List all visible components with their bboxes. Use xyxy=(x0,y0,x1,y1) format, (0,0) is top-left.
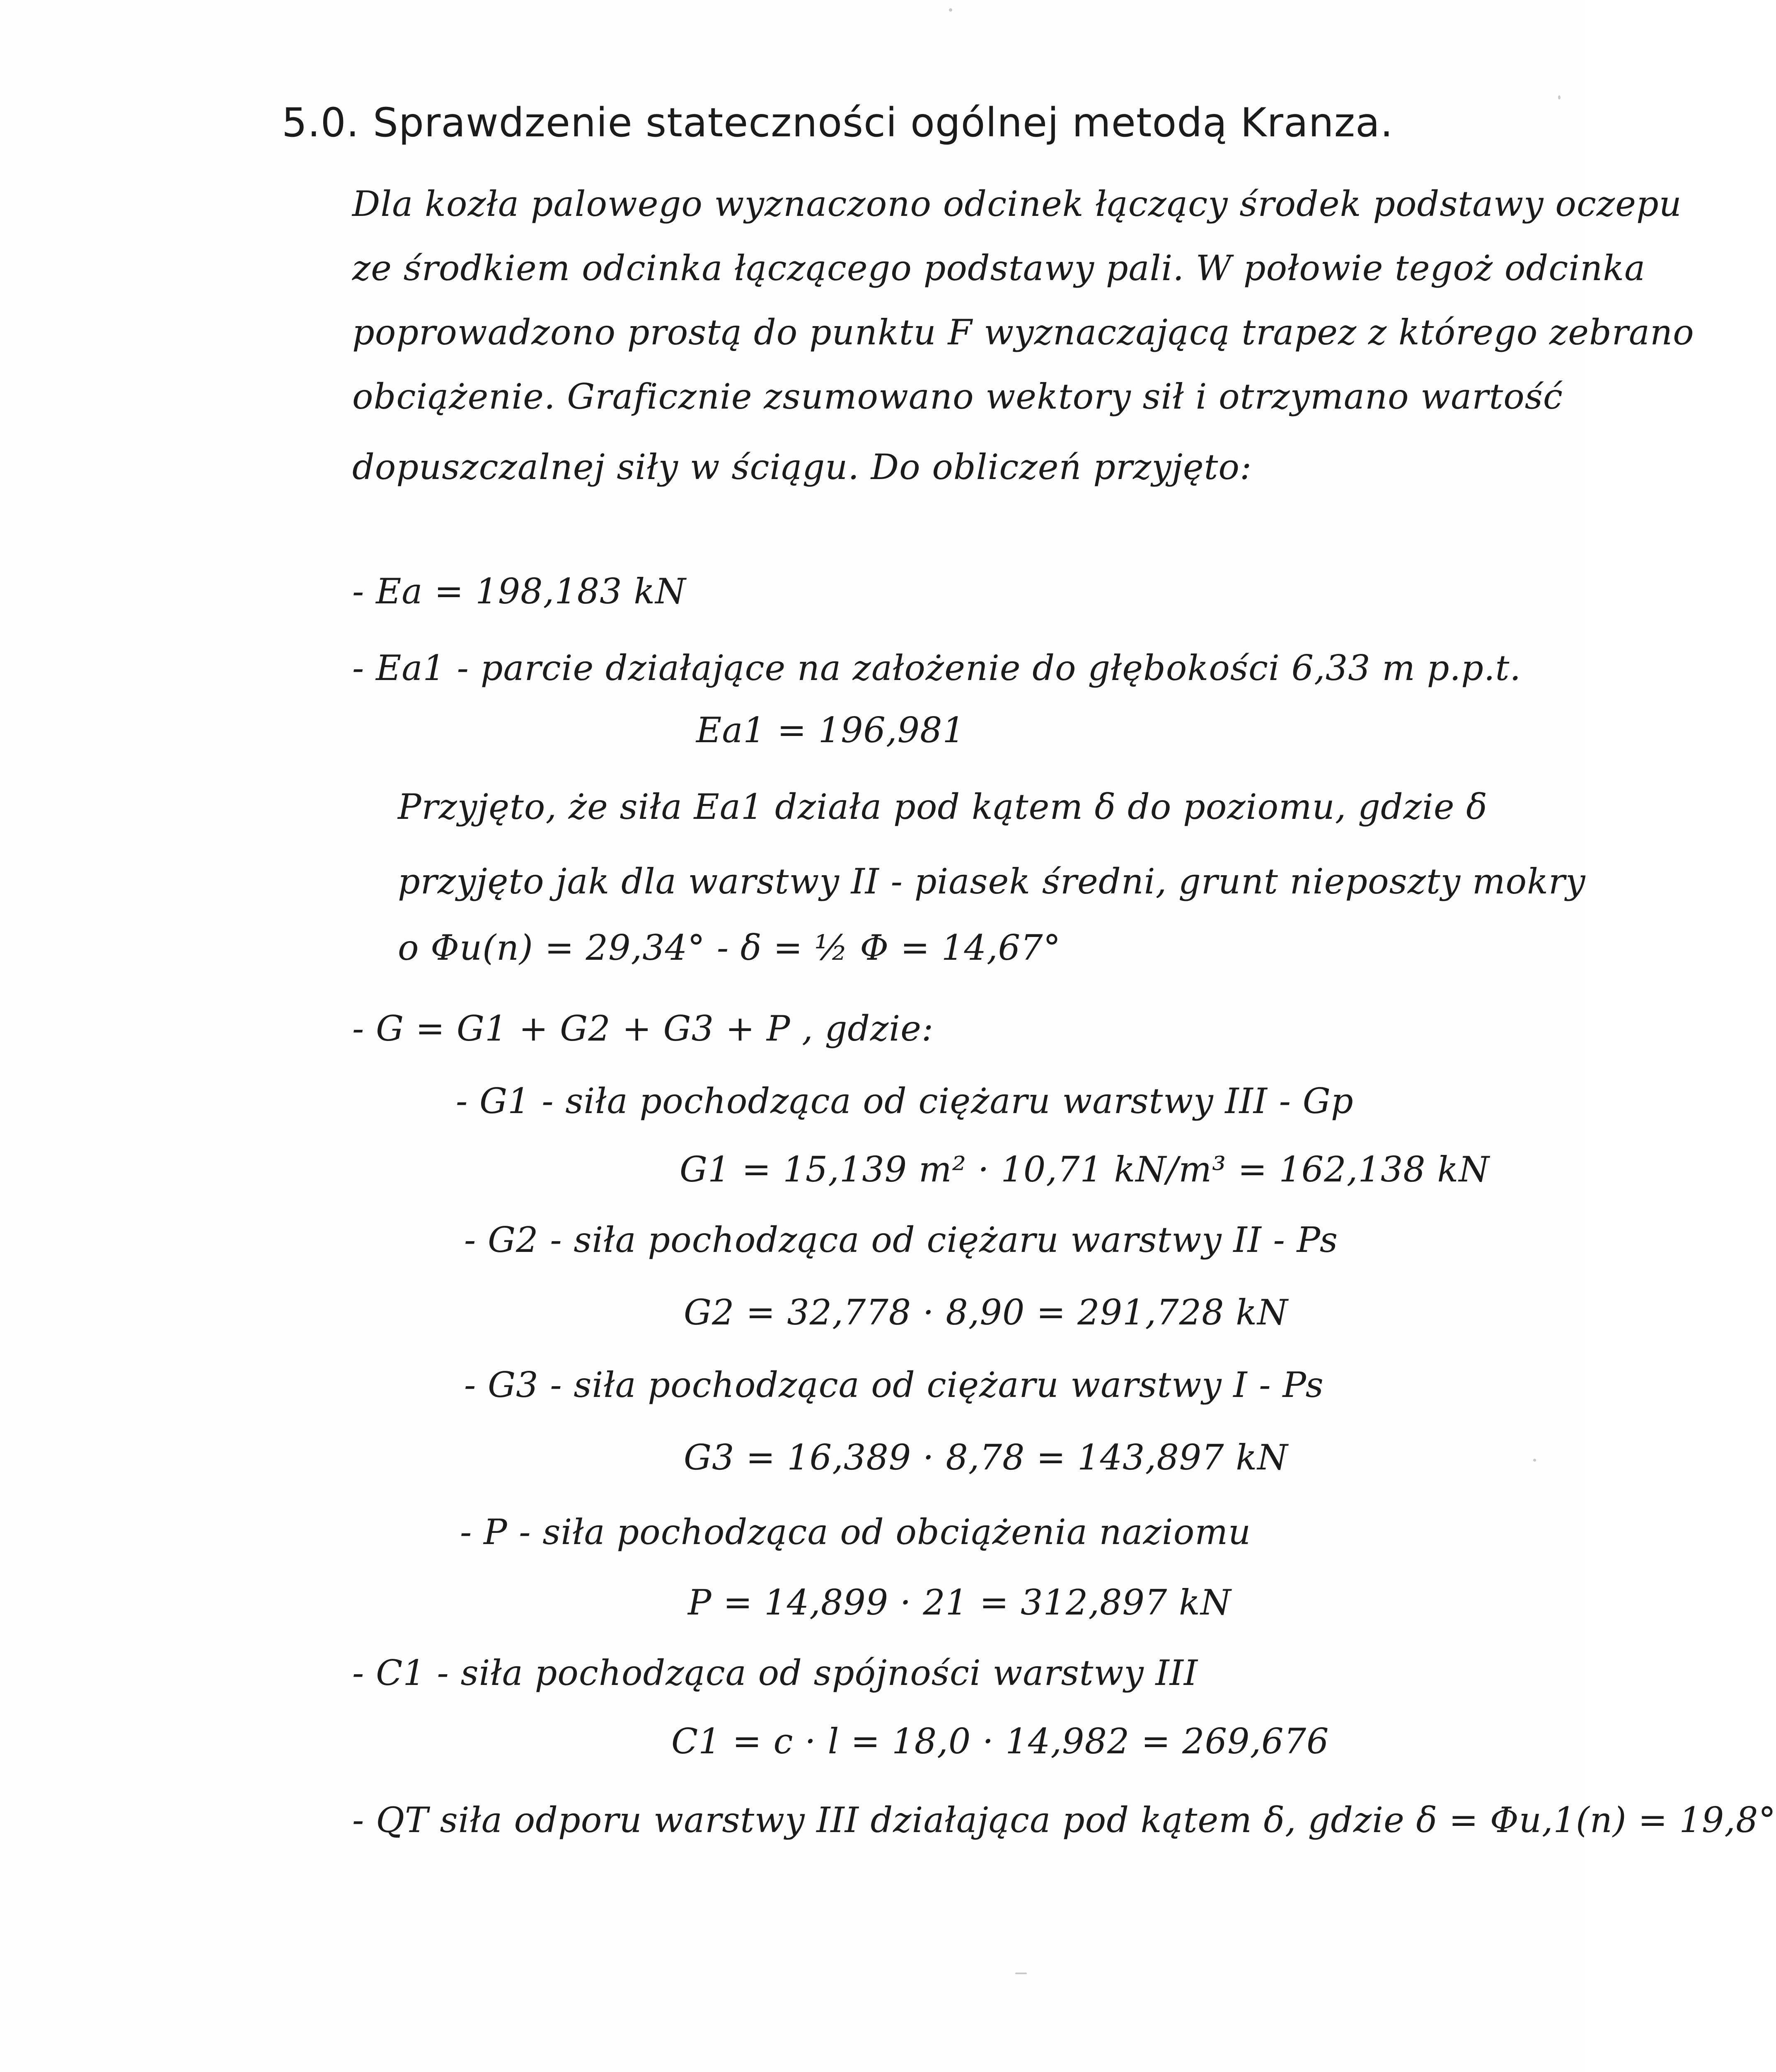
delta-line-2: przyjęto jak dla warstwy II - piasek średni, grunt nieposzty mokry xyxy=(398,861,1586,902)
p-value: P = 14,899 · 21 = 312,897 kN xyxy=(688,1582,1232,1623)
c1-description: - C1 - siła pochodząca od spójności warstwy III xyxy=(352,1653,1198,1693)
g1-description: - G1 - siła pochodząca od ciężaru warstwy III - Gp xyxy=(456,1081,1354,1121)
intro-line-4: obciążenie. Graficznie zsumowano wektory sił i otrzymano wartość xyxy=(352,376,1563,417)
g1-value: G1 = 15,139 m² · 10,71 kN/m³ = 162,138 kN xyxy=(680,1149,1490,1190)
delta-line-1: Przyjęto, że siła Ea1 działa pod kątem δ do poziomu, gdzie δ xyxy=(398,787,1488,827)
scan-speck xyxy=(1015,1973,1027,1974)
intro-line-5: dopuszczalnej siły w ściągu. Do obliczeń przyjęto: xyxy=(352,447,1252,487)
section-title: Sprawdzenie stateczności ogólnej metodą Kranza. xyxy=(373,99,1394,146)
scan-speck xyxy=(1558,95,1561,99)
g2-value: G2 = 32,778 · 8,90 = 291,728 kN xyxy=(684,1292,1288,1333)
ea-line: - Ea = 198,183 kN xyxy=(352,571,686,612)
g-sum-line: - G = G1 + G2 + G3 + P , gdzie: xyxy=(352,1008,934,1049)
g2-description: - G2 - siła pochodząca od ciężaru warstwy II - Ps xyxy=(464,1220,1338,1260)
qt-line: - QT siła odporu warstwy III działająca pod kątem δ, gdzie δ = Φu,1(n) = 19,8° xyxy=(352,1800,1776,1840)
ea1-description: - Ea1 - parcie działające na założenie do głębokości 6,33 m p.p.t. xyxy=(352,648,1522,688)
g3-description: - G3 - siła pochodząca od ciężaru warstwy I - Ps xyxy=(464,1365,1324,1405)
ea1-value: Ea1 = 196,981 xyxy=(696,710,965,750)
c1-value: C1 = c · l = 18,0 · 14,982 = 269,676 xyxy=(671,1721,1329,1762)
intro-line-3: poprowadzono prostą do punktu F wyznaczającą trapez z którego zebrano xyxy=(352,312,1694,353)
section-number: 5.0. xyxy=(282,99,360,146)
p-description: - P - siła pochodząca od obciążenia naziomu xyxy=(460,1512,1251,1552)
intro-line-1: Dla kozła palowego wyznaczono odcinek łączący środek podstawy oczepu xyxy=(352,184,1682,224)
g3-value: G3 = 16,389 · 8,78 = 143,897 kN xyxy=(684,1437,1288,1478)
scan-speck xyxy=(1533,1459,1536,1462)
scan-speck xyxy=(949,8,952,12)
delta-line-3: o Φu(n) = 29,34° - δ = ½ Φ = 14,67° xyxy=(398,927,1061,968)
intro-line-2: ze środkiem odcinka łączącego podstawy pali. W połowie tegoż odcinka xyxy=(352,248,1646,288)
